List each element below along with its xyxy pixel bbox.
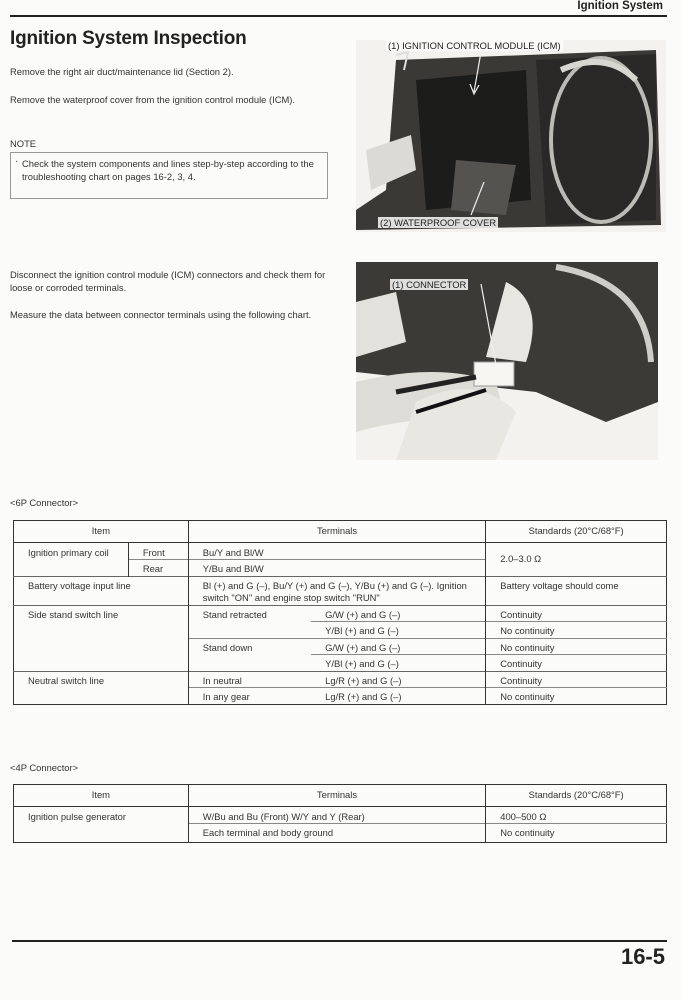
page-number: 16-5 bbox=[620, 944, 665, 969]
cell-gear-lgr: Lg/R (+) and G (–) bbox=[311, 688, 486, 705]
cell-rear-terminals: Y/Bu and Bl/W bbox=[188, 560, 485, 577]
cell-battery-terminals: Bl (+) and G (–), Bu/Y (+) and G (–), Y/Bu (+) and G (–). Ignition switch "ON" and engine stop switch "RUN" bbox=[188, 576, 485, 605]
table-row bbox=[14, 576, 667, 605]
cell-front-terminals: Bu/Y and Bl/W bbox=[188, 542, 485, 560]
cell-pulse-std2: No continuity bbox=[486, 824, 667, 843]
table-4p-header-standards: Standards (20°C/68°F) bbox=[486, 785, 667, 807]
callout-waterproof-cover: (2) WATERPROOF COVER bbox=[380, 217, 497, 228]
photo-icm bbox=[356, 40, 666, 232]
intro-paragraph-2: Remove the waterproof cover from the ignition control module (ICM). bbox=[10, 94, 296, 105]
photo-connector bbox=[356, 262, 658, 460]
cell-pulse-term1: W/Bu and Bu (Front) W/Y and Y (Rear) bbox=[188, 806, 485, 824]
cell-primary-standard: 2.0–3.0 Ω bbox=[486, 542, 667, 576]
photo-connector-illustration bbox=[356, 262, 658, 460]
cell-ignition-primary: Ignition primary coil bbox=[28, 546, 109, 558]
table-6p-header-terminals: Terminals bbox=[188, 521, 485, 543]
cell-battery-standard: Battery voltage should come bbox=[486, 576, 667, 605]
table-4p-header-terminals: Terminals bbox=[188, 785, 485, 807]
callout-connector: (1) CONNECTOR bbox=[392, 279, 467, 290]
table-4p-header-item: Item bbox=[14, 785, 189, 807]
cell-pulse-item: Ignition pulse generator bbox=[28, 810, 126, 822]
cell-front: Front bbox=[128, 542, 188, 560]
cell-retracted-ybl-std: No continuity bbox=[486, 622, 667, 639]
table-row bbox=[14, 671, 667, 688]
step2-paragraph-2: Measure the data between connector terminals using the following chart. bbox=[10, 309, 312, 320]
footer-rule bbox=[12, 940, 667, 942]
cell-battery-item: Battery voltage input line bbox=[14, 576, 189, 605]
table-6p-connector bbox=[13, 520, 667, 705]
cell-pulse-term2: Each terminal and body ground bbox=[188, 824, 485, 843]
cell-pulse-std1: 400–500 Ω bbox=[486, 806, 667, 824]
cell-neutral-std: Continuity bbox=[486, 671, 667, 688]
step2-paragraph-1: Disconnect the ignition control module (ICM) connectors and check them for loose or corroded terminals. bbox=[10, 269, 326, 293]
cell-in-gear: In any gear bbox=[188, 688, 311, 705]
table-6p-header-item: Item bbox=[14, 521, 189, 543]
cell-side-stand-item: Side stand switch line bbox=[14, 605, 189, 671]
cell-neutral-lgr: Lg/R (+) and G (–) bbox=[311, 671, 486, 688]
table-6p-header-standards: Standards (20°C/68°F) bbox=[486, 521, 667, 543]
table-4p-connector bbox=[13, 784, 667, 843]
cell-down-ybl: Y/Bl (+) and G (–) bbox=[311, 655, 486, 672]
cell-retracted-gw-std: Continuity bbox=[486, 605, 667, 622]
page-title: Ignition System Inspection bbox=[10, 28, 247, 49]
cell-stand-retracted: Stand retracted bbox=[188, 605, 311, 638]
table-row bbox=[14, 806, 667, 824]
cell-down-ybl-std: Continuity bbox=[486, 655, 667, 672]
header-rule bbox=[10, 15, 667, 17]
intro-paragraph-1: Remove the right air duct/maintenance lid (Section 2). bbox=[10, 66, 234, 77]
cell-retracted-gw: G/W (+) and G (–) bbox=[311, 605, 486, 622]
note-label: NOTE bbox=[10, 138, 37, 149]
cell-in-neutral: In neutral bbox=[188, 671, 311, 688]
cell-down-gw-std: No continuity bbox=[486, 638, 667, 655]
table-6p-caption: <6P Connector> bbox=[10, 497, 79, 508]
cell-rear: Rear bbox=[128, 560, 188, 577]
cell-gear-std: No continuity bbox=[486, 688, 667, 705]
section-label: Ignition System bbox=[577, 0, 663, 12]
cell-down-gw: G/W (+) and G (–) bbox=[311, 638, 486, 655]
table-row bbox=[14, 605, 667, 622]
photo-icm-illustration bbox=[356, 40, 666, 232]
note-bullet: · bbox=[15, 156, 19, 167]
cell-neutral-item: Neutral switch line bbox=[14, 671, 189, 704]
table-row bbox=[14, 542, 667, 560]
cell-stand-down: Stand down bbox=[188, 638, 311, 671]
callout-icm: (1) IGNITION CONTROL MODULE (ICM) bbox=[388, 40, 561, 51]
table-4p-caption: <4P Connector> bbox=[10, 762, 79, 773]
note-text: Check the system components and lines step-by-step according to the troubleshooting chart on pages 16-2, 3, 4. bbox=[22, 158, 314, 182]
cell-retracted-ybl: Y/Bl (+) and G (–) bbox=[311, 622, 486, 639]
